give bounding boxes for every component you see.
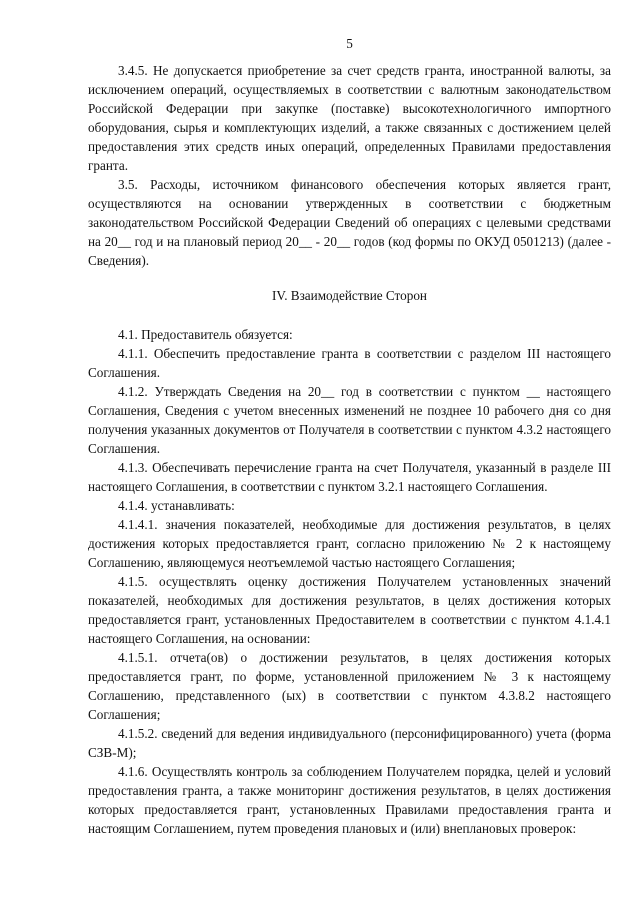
paragraph-4-1-3: 4.1.3. Обеспечивать перечисление гранта на счет Получателя, указанный в разделе III настоящего Соглашения, в соответствии с пунктом 3.2.1 настоящего Соглашения.	[88, 460, 611, 494]
paragraph-4-1: 4.1. Предоставитель обязуется:	[118, 327, 293, 342]
paragraph-4-1-4: 4.1.4. устанавливать:	[118, 498, 235, 513]
paragraph-4-1-6: 4.1.6. Осуществлять контроль за соблюдением Получателем порядка, целей и условий предоставления гранта, а также мониторинг достижения результатов, в целях достижения которых предоставляется грант, установленных Правилами предоставления гранта и настоящим Соглашением, путем проведения плановых и (или) внеплановых проверок:	[88, 764, 611, 836]
spacer	[88, 270, 611, 286]
paragraph-3-4-5: 3.4.5. Не допускается приобретение за счет средств гранта, иностранной валюты, за исключением операций, осуществляемых в соответствии с валютным законодательством Российской Федерации при закупке (поставке) высокотехнологичного импортного оборудования, сырья и комплектующих изделий, а также связанных с достижением целей предоставления этих средств иных операций, определенных Правилами предоставления гранта.	[88, 63, 611, 173]
paragraph-4-1-5: 4.1.5. осуществлять оценку достижения Получателем установленных значений показателей, необходимых для достижения результатов, в целях достижения которых предоставляется грант, установленных Предоставителем в соответствии с пунктом 4.1.4.1 настоящего Соглашения, на основании:	[88, 574, 611, 646]
paragraph-4-1-5-2: 4.1.5.2. сведений для ведения индивидуального (персонифицированного) учета (форма СЗВ-М);	[88, 726, 611, 760]
section-heading: IV. Взаимодействие Сторон	[271, 288, 427, 303]
paragraph-4-1-5-1: 4.1.5.1. отчета(ов) о достижении результатов, в целях достижения которых предоставляется грант, по форме, установленной приложением № 3 к настоящему Соглашению, представленного (ых) в соответствии с пунктом 4.3.8.2 настоящего Соглашения;	[88, 650, 611, 722]
paragraph-3-5: 3.5. Расходы, источником финансового обеспечения которых является грант, осуществляются на основании утвержденных в соответствии с бюджетным законодательством Российской Федерации Сведений об операциях с целевыми средствами на 20__ год и на плановый период 20__ - 20__ годов (код формы по ОКУД 0501213) (далее - Сведения).	[88, 177, 611, 268]
document-body	[88, 61, 611, 838]
paragraph-4-1-1: 4.1.1. Обеспечить предоставление гранта в соответствии с разделом III настоящего Соглашения.	[88, 346, 611, 380]
page-number: 5	[346, 36, 353, 51]
spacer	[88, 305, 611, 325]
paragraph-4-1-2: 4.1.2. Утверждать Сведения на 20__ год в соответствии с пунктом __ настоящего Соглашения, Сведения с учетом внесенных изменений не позднее 10 рабочего дня со дня получения указанных документов от Получателя в соответствии с пунктом 4.3.2 настоящего Соглашения.	[88, 384, 611, 456]
paragraph-4-1-4-1: 4.1.4.1. значения показателей, необходимые для достижения результатов, в целях достижения которых предоставляется грант, согласно приложению № 2 к настоящему Соглашению, являющемуся неотъемлемой частью настоящего Соглашения;	[88, 517, 611, 570]
